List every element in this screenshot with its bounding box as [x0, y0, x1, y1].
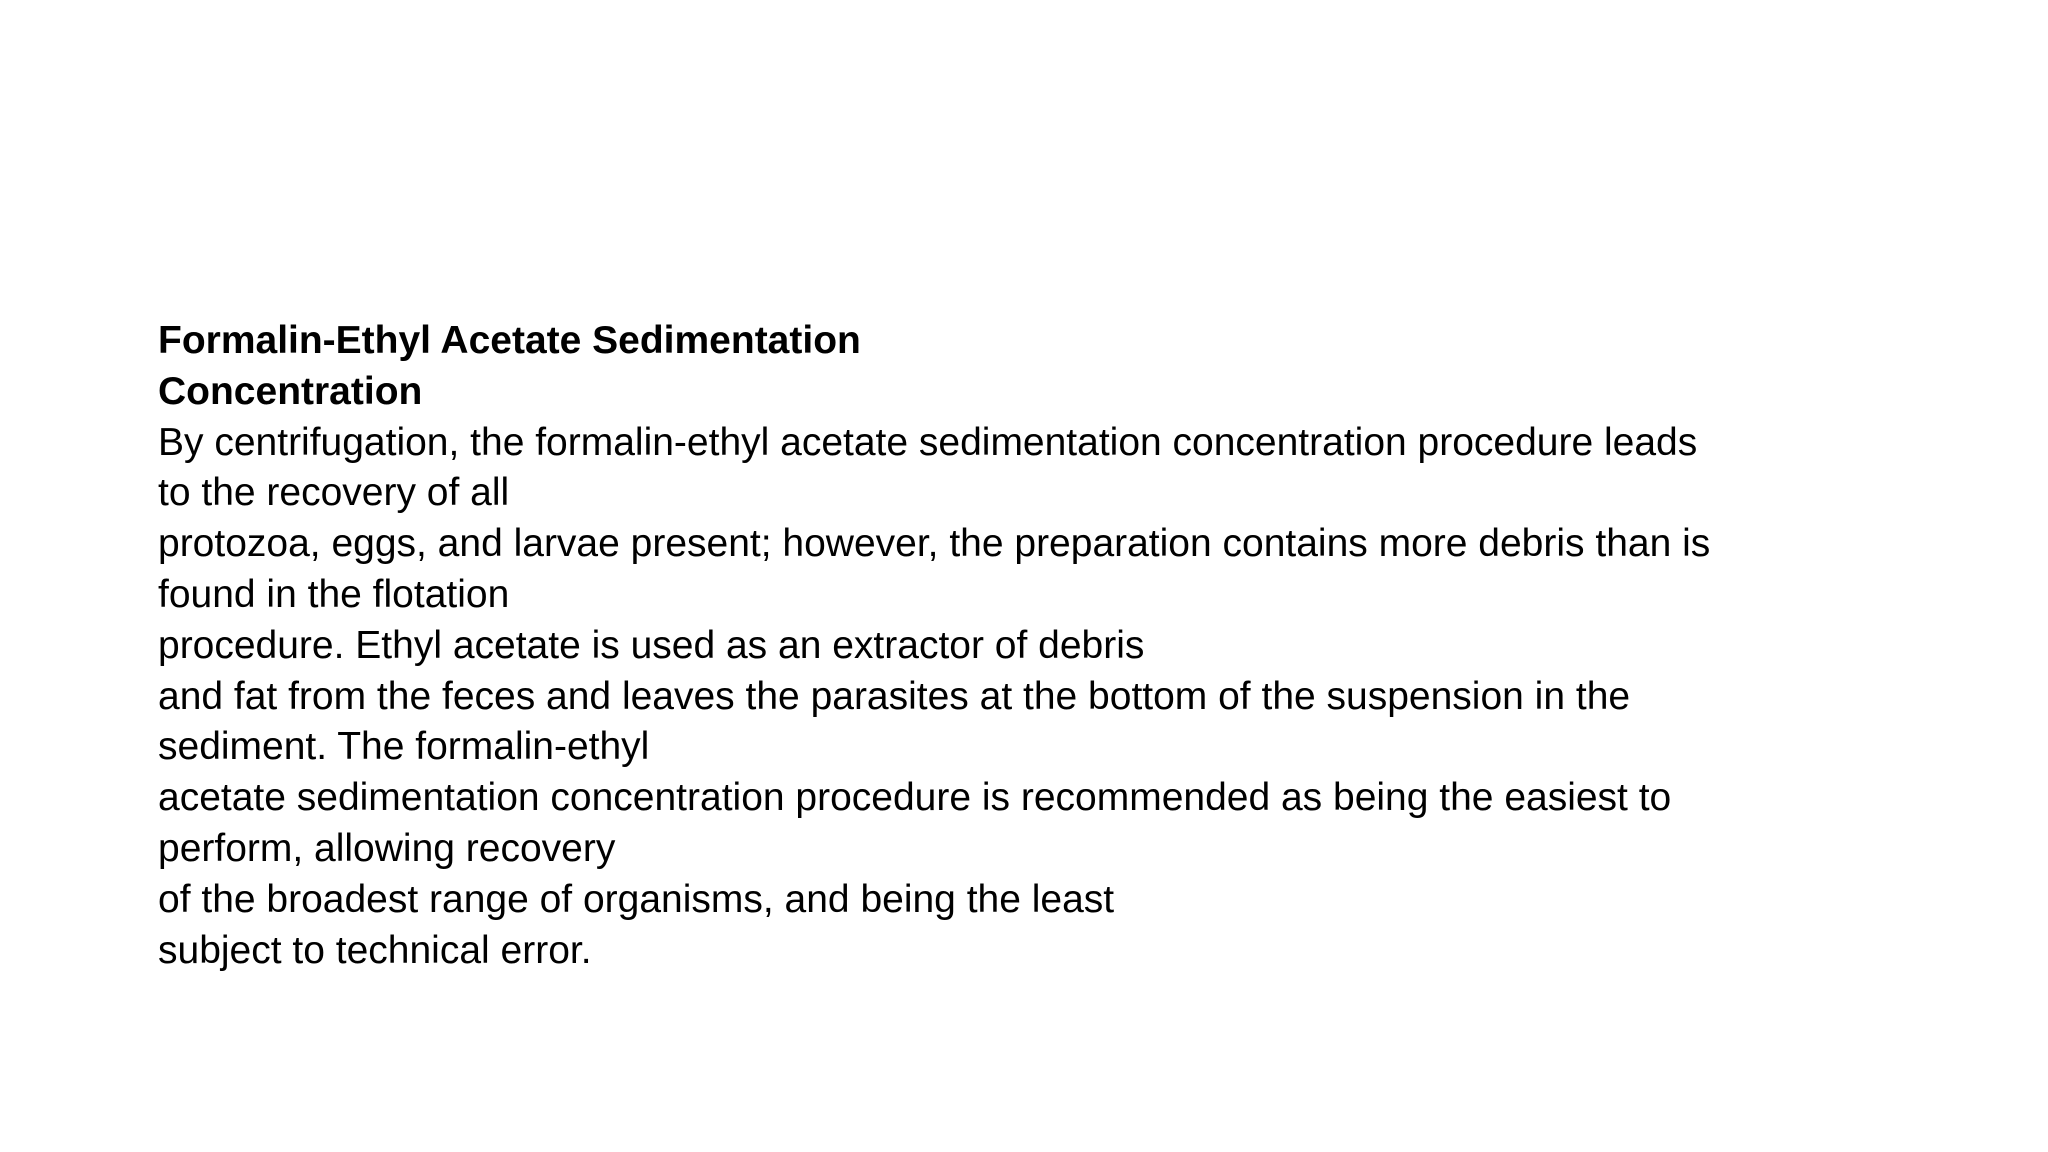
- body-line: subject to technical error.: [158, 928, 592, 972]
- body-line: By centrifugation, the formalin-ethyl acetate sedimentation concentration procedure leads: [158, 420, 1698, 464]
- text-content-box[interactable]: [158, 316, 2018, 976]
- body-line: of the broadest range of organisms, and being the least: [158, 877, 1115, 921]
- body-line: and fat from the feces and leaves the parasites at the bottom of the suspension in the: [158, 674, 1631, 718]
- body-line: acetate sedimentation concentration procedure is recommended as being the easiest to: [158, 776, 1672, 820]
- body-line: to the recovery of all: [158, 471, 510, 515]
- body-line: procedure. Ethyl acetate is used as an extractor of debris: [158, 623, 1145, 667]
- body-line: protozoa, eggs, and larvae present; however, the preparation contains more debris than is: [158, 522, 1711, 566]
- body-line: perform, allowing recovery: [158, 826, 616, 870]
- body-line: sediment. The formalin-ethyl: [158, 725, 650, 769]
- heading-line-2: Concentration: [158, 369, 423, 413]
- heading-line-1: Formalin-Ethyl Acetate Sedimentation: [158, 319, 861, 362]
- body-line: found in the flotation: [158, 572, 510, 616]
